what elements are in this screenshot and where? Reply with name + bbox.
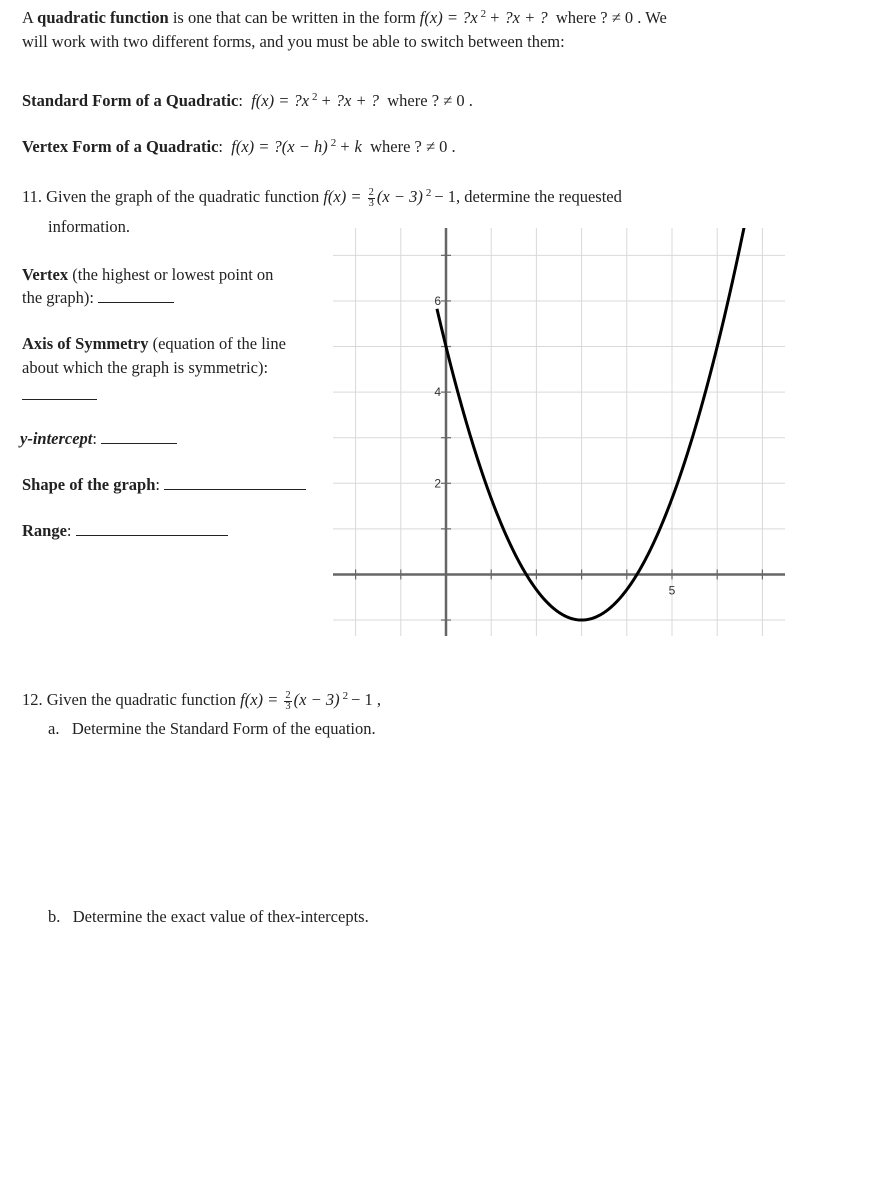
- q11-fraction: [368, 188, 375, 209]
- x-tick-label: 5: [668, 583, 676, 598]
- axis-answer-blank[interactable]: [22, 385, 97, 400]
- q11-expr-tail: − 1: [434, 187, 457, 206]
- vertex-form-formula-tail: + k: [339, 137, 362, 156]
- q11-frac-num: 2: [368, 186, 374, 198]
- yint-answer-blank[interactable]: [101, 429, 177, 444]
- vertex-answer-blank[interactable]: [98, 288, 174, 303]
- axis-prompt-1: [22, 334, 286, 354]
- standard-form-exponent: 2: [312, 91, 318, 103]
- intro-bold-term: quadratic function: [37, 8, 169, 27]
- range-label: Range: [22, 521, 67, 540]
- vertex-prompt-2: [22, 288, 174, 308]
- standard-form-colon: :: [238, 91, 243, 110]
- q12-b-text-b: -intercepts.: [294, 907, 369, 926]
- standard-form-label: Standard Form of a Quadratic: [22, 91, 239, 110]
- yint-colon: :: [92, 429, 97, 448]
- curve-layer: [437, 228, 753, 620]
- vertex-form-colon: :: [218, 137, 224, 156]
- q11-frac-den: 3: [368, 197, 374, 209]
- vertex-form-condition: where ? ≠ 0 .: [370, 137, 456, 156]
- q12-exponent: 2: [342, 690, 349, 702]
- standard-form-formula-tail: + ?x + ?: [320, 91, 380, 110]
- q12-number: 12.: [22, 690, 43, 709]
- y-tick-label: 2: [434, 476, 441, 491]
- q12-b-var: x: [287, 907, 295, 926]
- intro-exponent: 2: [480, 8, 487, 20]
- intro-line-2: will work with two different forms, and you must be able to switch between them:: [22, 32, 565, 51]
- q12-b-label: b.: [48, 907, 61, 926]
- shape-prompt: [22, 475, 306, 495]
- shape-answer-blank[interactable]: [164, 475, 306, 490]
- standard-form-line: [22, 91, 473, 111]
- parabola-curve: [437, 228, 753, 620]
- q11-line-2: information.: [48, 217, 131, 236]
- q12-fx: f(x) =: [240, 690, 279, 709]
- q12-part-b: [48, 907, 369, 927]
- vertex-form-formula: f(x) = ?(x − h): [231, 137, 328, 156]
- vertex-form-exponent: 2: [330, 137, 337, 149]
- q12-expr: (x − 3): [293, 690, 340, 709]
- axis-answer-row: [22, 385, 97, 405]
- range-prompt: [22, 521, 228, 541]
- y-tick-label: 6: [434, 293, 441, 308]
- axis-desc: (equation of the line: [152, 334, 286, 353]
- vertex-form-label: Vertex Form of a Quadratic: [22, 137, 219, 156]
- yint-label: y-intercept: [20, 429, 93, 448]
- standard-form-formula: f(x) = ?x: [251, 91, 310, 110]
- vertex-label: Vertex: [22, 265, 69, 284]
- q12-b-text-a: Determine the exact value of the: [72, 907, 288, 926]
- q12-line-1: [22, 690, 381, 712]
- q11-expr: (x − 3): [376, 187, 423, 206]
- intro-formula: f(x) = ?x: [419, 8, 478, 27]
- q12-frac-den: 3: [285, 700, 291, 712]
- vertex-prompt-1: [22, 265, 273, 285]
- axis-label: Axis of Symmetry: [22, 334, 149, 353]
- q11-text-b: , determine the requested: [456, 187, 622, 206]
- shape-label: Shape of the graph: [22, 475, 156, 494]
- intro-text-b: is one that can be written in the form: [172, 8, 416, 27]
- intro-line-1: [22, 8, 667, 28]
- vertex-desc: (the highest or lowest point on: [72, 265, 274, 284]
- q11-number: 11.: [22, 187, 43, 206]
- shape-colon: :: [155, 475, 160, 494]
- yint-prompt: [20, 429, 177, 449]
- q12-expr-tail: − 1 ,: [351, 690, 382, 709]
- standard-form-condition: where ? ≠ 0 .: [387, 91, 473, 110]
- q11-fx: f(x) =: [323, 187, 362, 206]
- range-colon: :: [66, 521, 72, 540]
- intro-text-a: A: [22, 8, 34, 27]
- intro-text-c: where ? ≠ 0 . We: [555, 8, 667, 27]
- axis-prompt-2: about which the graph is symmetric):: [22, 358, 269, 377]
- y-tick-label: 4: [434, 385, 441, 400]
- q11-text-a: Given the graph of the quadratic function: [46, 187, 320, 206]
- q12-a-label: a.: [48, 719, 60, 738]
- vertex-desc-2: the graph):: [22, 288, 94, 307]
- vertex-form-line: [22, 137, 456, 157]
- q12-text-a: Given the quadratic function: [46, 690, 236, 709]
- q12-fraction: [284, 691, 291, 712]
- intro-formula-tail: + ?x + ?: [489, 8, 548, 27]
- q12-part-a: [48, 719, 376, 739]
- q12-frac-num: 2: [285, 689, 291, 701]
- q12-a-text: Determine the Standard Form of the equation.: [71, 719, 376, 738]
- range-answer-blank[interactable]: [76, 521, 228, 536]
- parabola-graph: [333, 228, 785, 636]
- q11-exponent: 2: [425, 187, 432, 199]
- q11-line-1: [22, 187, 622, 209]
